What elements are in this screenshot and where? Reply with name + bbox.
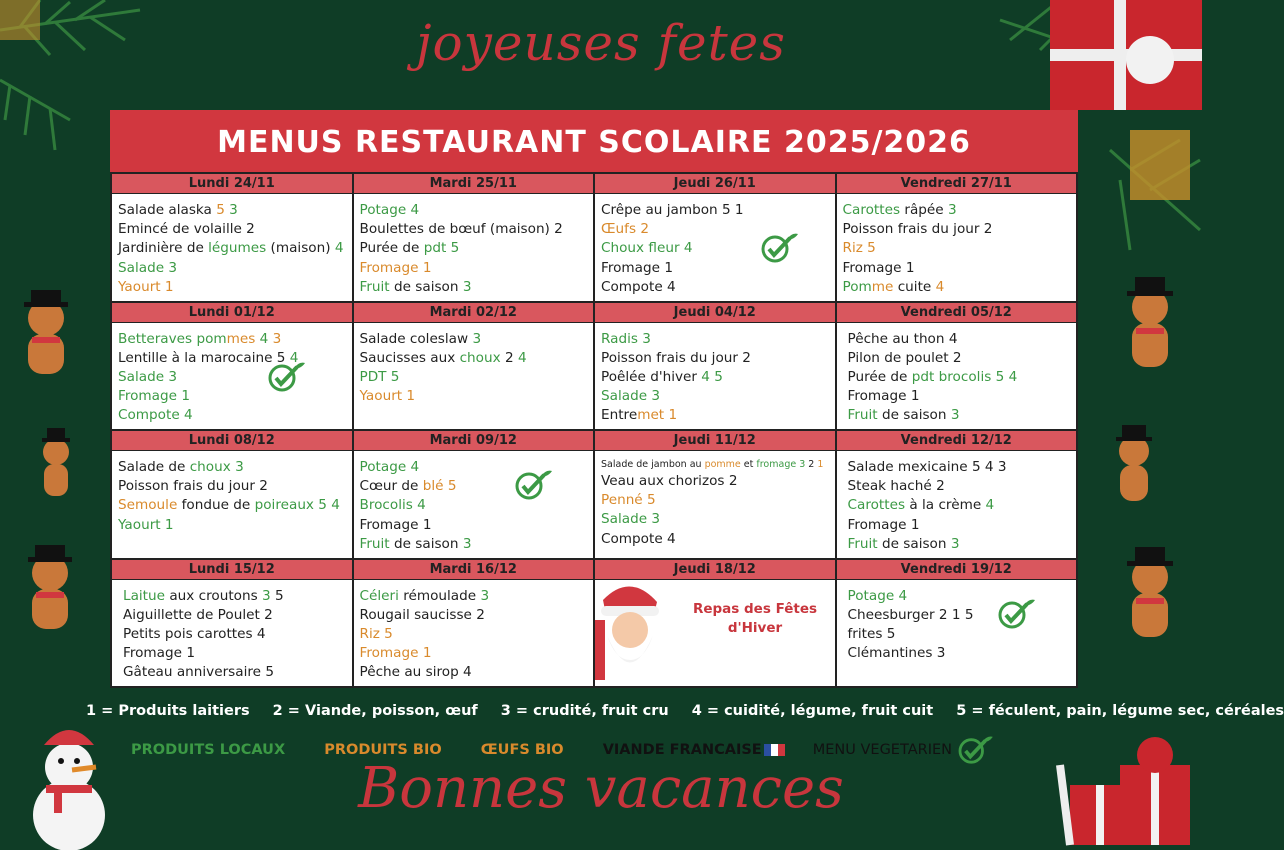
menu-item-text: Carottes [842,202,901,218]
menu-item-text: Poisson frais du jour 2 [118,478,268,495]
day-cell [111,302,353,431]
menu-item [848,330,1071,349]
menu-item-text: Fromage 1 [359,259,432,276]
day-header: Vendredi 19/12 [837,560,1077,580]
menu-item-text: de saison [389,535,463,552]
menu-item-text: PDT 5 [359,368,400,385]
menu-item-text: Fruit [359,535,390,552]
menu-item [843,278,1071,297]
menu-table-card [110,110,1078,688]
menu-item-text: Fruit [847,535,878,552]
menu-item-text: Salade de [118,459,190,475]
menu-items [112,323,352,426]
menu-item-text: Pilon de poulet 2 [847,349,962,366]
menu-item [118,387,346,406]
menu-item-text: Potage 4 [847,587,908,604]
menu-item-text: Fromage 1 [123,645,195,662]
legend-food-groups [86,703,1284,719]
menu-item-text: fondue de [177,497,255,514]
menu-item-text: et [740,459,757,470]
menu-item-text: 4 [334,240,344,257]
legend-local: PRODUITS LOCAUX [131,742,286,758]
menu-item-text: Boulettes de bœuf (maison) 2 [359,221,563,238]
menu-item [848,477,1071,496]
menu-items [354,323,594,407]
menu-item-text: de saison [877,535,951,552]
menu-item-text: Poisson frais du jour 2 [842,221,993,238]
menu-item-text: 5 [270,587,284,604]
menu-item-text: 4 [255,330,273,347]
menu-items [837,451,1077,554]
menu-item-text: 3 [950,535,960,552]
menu-item-text: Aiguillette de Poulet 2 [123,606,273,623]
legend-french-meat: VIANDE FRANCAISE [603,742,786,758]
menu-items [595,194,835,297]
menu-item-text: Brocolis 4 [359,497,426,514]
menu-item [843,201,1071,220]
menu-item-text: Salade 3 [601,511,661,528]
menu-item-text: Compote 4 [601,278,676,295]
menu-item [848,644,1071,663]
menu-item [360,239,588,258]
menu-item [360,644,588,663]
day-cell [836,559,1078,688]
day-header: Mardi 25/11 [354,174,594,194]
menu-item [601,201,829,220]
menu-items [112,580,352,683]
veg-check-icon [997,598,1035,630]
menu-item-text: Fromage 1 [359,645,432,662]
menu-item [118,458,346,477]
menu-item [123,587,346,606]
menu-item-text: Fromage 1 [118,388,190,405]
menu-item-text: Fromage 1 [847,516,920,533]
menu-item-text: Veau aux chorizos 2 [601,473,738,489]
day-cell [594,173,836,302]
menu-item [843,220,1071,239]
menu-item [118,368,346,387]
day-cell [353,430,595,559]
legend-code: 5 = féculent, pain, légume sec, céréales [956,703,1284,719]
menu-item-text: fromage 3 [756,459,806,470]
day-header: Mardi 09/12 [354,431,594,451]
day-cell [111,173,353,302]
menu-item [123,625,346,644]
menu-item [848,535,1071,554]
menu-item [360,278,588,297]
menu-item-text: Compote 4 [601,530,676,547]
menu-item-text: frites 5 [847,625,896,642]
menu-item-text: 4 5 [701,368,723,385]
menu-item-text: Salade 3 [601,388,661,405]
veg-check-icon [267,361,305,393]
menu-item-text: Choux fleur 4 [601,240,693,257]
menu-item [848,516,1071,535]
day-cell [353,173,595,302]
menu-item-text: 4 [935,278,945,295]
menu-items [837,194,1077,297]
menu-item [601,406,829,425]
menu-item-text: poireaux 5 4 [254,497,340,514]
menu-item-text: de saison [877,407,951,424]
menu-items [354,580,594,683]
menu-item [601,458,829,472]
menu-items [595,451,835,549]
menu-item-text: Lentille à la marocaine 5 [118,349,290,366]
day-header: Vendredi 05/12 [837,303,1077,323]
menu-grid [110,172,1078,688]
menu-item [360,330,588,349]
menu-item-text: choux 3 [189,459,244,475]
menu-item [360,606,588,625]
legend-bio: PRODUITS BIO [324,742,442,758]
menu-item [848,625,1071,644]
santa-icon [595,580,665,680]
menu-item-text: Cheesburger 2 1 5 [847,606,974,623]
menu-item [848,606,1071,625]
menu-item [843,259,1071,278]
day-header: Jeudi 11/12 [595,431,835,451]
day-cell [594,430,836,559]
menu-item-text: Pêche au sirop 4 [359,664,472,681]
menu-item [118,496,346,515]
menu-item-text: Semoule [118,497,178,514]
menu-item-text: Radis 3 [601,330,651,347]
menu-item-text: 4 [985,497,995,514]
menu-item-text: mes [226,330,256,347]
menu-item-text: Yaourt 1 [118,278,174,295]
menu-item [118,349,346,368]
day-header: Vendredi 27/11 [837,174,1077,194]
menu-item-text: Carottes [847,497,906,514]
menu-item [360,259,588,278]
menu-item [601,530,829,549]
menu-item [123,663,346,682]
menu-item-text: choux [459,349,501,366]
menu-item-text: Purée de [847,368,912,385]
menu-item-text: 3 [462,278,472,295]
menu-item [123,644,346,663]
menu-item [118,259,346,278]
menu-item [360,496,588,515]
day-cell [836,302,1078,431]
day-cell [111,559,353,688]
menu-item-text: pdt 5 [423,240,460,257]
day-cell [836,173,1078,302]
menu-item-text: Fromage 1 [601,259,673,276]
menu-item [848,368,1071,387]
menu-item-text: de saison [389,278,463,295]
menu-item-text: Salade coleslaw [359,330,473,347]
menu-item-text: Entre [601,407,638,424]
menu-item-text: 3 [480,587,490,604]
day-cell [353,302,595,431]
menu-item-text: Salade 3 [118,259,178,276]
menu-item-text: 2 [500,349,518,366]
menu-item [601,472,829,491]
menu-item [601,491,829,510]
menu-item-text: (maison) [266,240,335,257]
gingerbread-icon [1100,425,1170,515]
menu-item-text: pdt brocolis 5 4 [911,368,1018,385]
menu-item [118,220,346,239]
menu-item-text: Salade alaska [118,202,217,218]
menu-item [848,349,1071,368]
menu-items [354,451,594,554]
menu-item [360,220,588,239]
menu-item-text: cuite [893,278,936,295]
veg-check-icon [514,469,552,501]
day-header: Jeudi 26/11 [595,174,835,194]
menu-item-text: Riz 5 [842,240,876,257]
gingerbread-icon [10,545,100,645]
menu-item [360,625,588,644]
menu-items [837,580,1077,664]
menu-item-text: Laitue [123,587,165,604]
menu-item-text: Poêlée d'hiver [601,368,702,385]
menu-item-text: Poisson frais du jour 2 [601,349,751,366]
special-meal-label: Repas des Fêtes d'Hiver [692,600,818,636]
day-header: Vendredi 12/12 [837,431,1077,451]
day-header: Mardi 02/12 [354,303,594,323]
menu-item [360,368,588,387]
menu-item [360,387,588,406]
menu-item [601,349,829,368]
menu-item-text: Fromage 1 [847,388,920,405]
menu-item-text: Emincé de volaille 2 [118,221,255,238]
menu-item [360,458,588,477]
menu-item-text: 3 [950,407,960,424]
menu-items [112,451,352,535]
menu-item-text: 4 [517,349,527,366]
gingerbread-icon [6,290,96,390]
vacation-greeting: Bonnes vacances [358,756,844,821]
menu-item-text: Pom [842,278,872,295]
menu-item [848,587,1071,606]
menu-item [360,349,588,368]
menu-item-text: Compote 4 [118,407,193,424]
menu-item-text: Fromage 1 [842,259,915,276]
menu-item-text: Gâteau anniversaire 5 [123,664,274,681]
gingerbread-icon [1105,275,1195,385]
menu-item-text: Salade 3 [118,368,178,385]
menu-item [360,201,588,220]
menu-item [118,406,346,425]
day-header: Lundi 24/11 [112,174,352,194]
menu-item [848,406,1071,425]
day-cell [111,430,353,559]
menu-item-text: Clémantines 3 [847,645,946,662]
menu-item-text: Potage 4 [359,459,420,475]
menu-item [360,516,588,535]
menu-item-text: 2 [805,459,818,470]
menu-item-text: blé 5 [422,478,457,495]
menu-item [118,477,346,496]
menu-item [843,239,1071,258]
legend-code: 1 = Produits laitiers [86,703,250,719]
menu-item-text: 3 [229,202,238,218]
menu-item [118,239,346,258]
menu-item-text: Penné 5 [601,492,656,509]
menu-item [118,516,346,535]
menu-item [601,368,829,387]
menu-item-text: pomme [704,459,741,470]
menu-item-text: Rougail saucisse 2 [359,606,485,623]
menu-items [837,323,1077,426]
menu-item [360,535,588,554]
menu-item-text: Steak haché 2 [847,478,945,495]
legend-code: 3 = crudité, fruit cru [500,703,669,719]
day-cell [594,302,836,431]
gingerbread-icon [1105,545,1195,655]
menu-items [595,323,835,426]
menu-item-text: Fruit [359,278,390,295]
menu-item-text: Salade mexicaine 5 4 3 [847,459,1007,475]
gingerbread-icon [30,428,85,508]
menu-item-text: légumes [208,240,267,257]
menu-item-text: Œufs 2 [601,221,649,238]
menu-item-text: Fromage 1 [359,516,432,533]
menu-item [118,201,346,220]
menu-item [360,477,588,496]
day-header: Lundi 01/12 [112,303,352,323]
day-header: Lundi 08/12 [112,431,352,451]
menu-item-text: Purée de [359,240,424,257]
menu-items [112,194,352,297]
menu-item-text: met 1 [637,407,678,424]
menu-item-text: Pêche au thon 4 [847,330,958,347]
menu-item-text: rémoulade [398,587,481,604]
menu-item [848,496,1071,515]
day-cell [353,559,595,688]
menu-item-text: 3 [262,587,271,604]
menu-item-text: Betteraves pom [118,330,227,347]
menu-item [601,387,829,406]
menu-item-text: 3 [462,535,472,552]
legend-vegetarian: MENU VEGETARIEN [813,742,994,758]
menu-item [601,278,829,297]
menu-items [354,194,594,297]
menu-item-text: 3 [947,202,957,218]
menu-item-text: râpée [900,202,948,218]
menu-item-text: Salade de jambon au [601,459,705,470]
day-cell [594,559,836,688]
menu-item-text: Petits pois carottes 4 [123,625,266,642]
menu-item [118,278,346,297]
menu-item-text: Crêpe au jambon 5 1 [601,202,744,218]
day-header: Mardi 16/12 [354,560,594,580]
menu-item-text: 1 [817,459,824,470]
day-header: Lundi 15/12 [112,560,352,580]
menu-item-text: aux croutons [165,587,262,604]
menu-item [123,606,346,625]
menu-item-text: Saucisses aux [359,349,460,366]
menu-item-text: Yaourt 1 [118,516,174,533]
legend-code: 2 = Viande, poisson, œuf [272,703,478,719]
menu-item-text: me [871,278,894,295]
menu-item-text: à la crème [905,497,986,514]
menu-item-text: Jardinière de [118,240,209,257]
menu-item [601,330,829,349]
day-header: Jeudi 04/12 [595,303,835,323]
day-cell [836,430,1078,559]
menu-item-text: 3 [472,330,482,347]
day-header: Jeudi 18/12 [595,560,835,580]
menu-item-text: Riz 5 [359,625,393,642]
menu-item [118,330,346,349]
menu-title: MENUS RESTAURANT SCOLAIRE 2025/2026 [110,110,1078,172]
legend-code: 4 = cuidité, légume, fruit cuit [691,703,934,719]
menu-item-text: Fruit [847,407,878,424]
legend-eggs-bio: ŒUFS BIO [480,742,564,758]
menu-item-text: Yaourt 1 [359,388,416,405]
menu-item [360,663,588,682]
menu-item [601,510,829,529]
holiday-greeting: joyeuses fetes [416,14,786,72]
menu-item-text: 3 [272,330,282,347]
menu-item-text: 5 [216,202,230,218]
menu-item-text: Potage 4 [359,202,420,218]
menu-item-text: Cœur de [359,478,423,495]
menu-item [848,458,1071,477]
menu-item [360,587,588,606]
menu-item-text: Céleri [359,587,399,604]
menu-item-text: 4 [289,349,299,366]
veg-check-icon [760,232,798,264]
menu-item [848,387,1071,406]
